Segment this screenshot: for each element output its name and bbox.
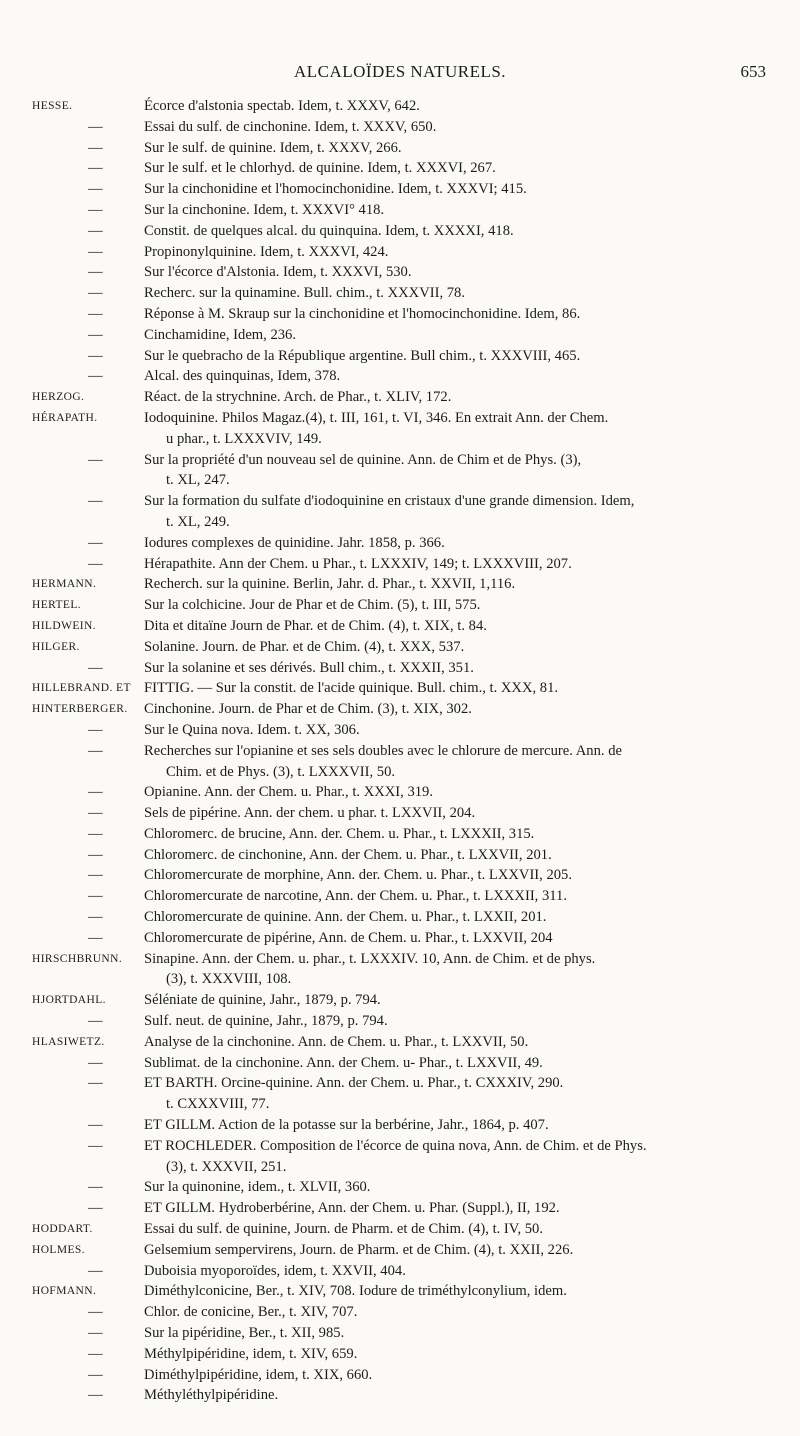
entry-text: [144, 96, 766, 117]
entry-reference: Sulf. neut. de quinine, Jahr., 1879, p. 794.: [144, 1013, 388, 1030]
entry-reference: Duboisia myoporoïdes, idem, t. XXVII, 404.: [144, 1262, 406, 1279]
entry-reference: ET BARTH. Orcine-quinine. Ann. der Chem. u. Phar., t. CXXXIV, 290.: [144, 1075, 564, 1092]
entry-text: [144, 1032, 766, 1053]
entry-text: [144, 554, 766, 575]
entry-author: —: [88, 1262, 103, 1279]
entry-author: —: [88, 929, 103, 946]
bibliography-entry: [0, 699, 800, 720]
bibliography-entry: [0, 1115, 800, 1136]
entry-continuation: (3), t. XXXVIII, 108.: [166, 971, 292, 988]
entry-author: —: [88, 555, 103, 572]
entry-author: —: [88, 243, 103, 260]
entry-text: [144, 637, 766, 658]
entry-author: —: [88, 1345, 103, 1362]
bibliography-entry: [0, 96, 800, 117]
entry-reference: Diméthylpipéridine, idem, t. XIX, 660.: [144, 1366, 373, 1383]
entry-author: —: [88, 347, 103, 364]
bibliography-entry: [0, 865, 800, 886]
entry-text: [144, 1198, 766, 1219]
entry-reference: Méthylpipéridine, idem, t. XIV, 659.: [144, 1345, 358, 1362]
entry-reference: Sels de pipérine. Ann. der chem. u phar. t. LXXVII, 204.: [144, 805, 476, 822]
entry-text: [144, 616, 766, 637]
entry-text: [144, 949, 766, 991]
bibliography-entry: [0, 1136, 800, 1178]
entry-author: HERZOG.: [32, 391, 85, 404]
bibliography-entry: [0, 1302, 800, 1323]
bibliography-entry: [0, 179, 800, 200]
entry-author: HLASIWETZ.: [32, 1035, 105, 1048]
entry-text: [144, 990, 766, 1011]
bibliography-entry: [0, 1032, 800, 1053]
entry-text: [144, 117, 766, 138]
entry-reference: Sur la cinchonine. Idem, t. XXXVI° 418.: [144, 201, 385, 218]
entry-reference: Sur la propriété d'un nouveau sel de quinine. Ann. de Chim et de Phys. (3),: [144, 451, 582, 468]
bibliography-entry: [0, 949, 800, 991]
entry-reference: Sur le sulf. de quinine. Idem, t. XXXV, 266.: [144, 139, 402, 156]
entry-author: —: [88, 846, 103, 863]
entry-author: HERTEL.: [32, 599, 82, 612]
entry-text: [144, 200, 766, 221]
entry-author: —: [88, 139, 103, 156]
entry-author: —: [88, 181, 103, 198]
entry-text: [144, 408, 766, 450]
entry-text: [144, 720, 766, 741]
bibliography-entry: [0, 782, 800, 803]
bibliography-entry: [0, 990, 800, 1011]
bibliography-entry: [0, 346, 800, 367]
bibliography-entry: [0, 1323, 800, 1344]
entry-text: [144, 158, 766, 179]
bibliography-entry: [0, 283, 800, 304]
entry-author: HÉRAPATH.: [32, 411, 98, 424]
running-header: [0, 62, 800, 88]
entry-reference: Recherch. sur la quinine. Berlin, Jahr. d. Phar., t. XXVII, 1,116.: [144, 576, 516, 593]
entry-reference: Recherches sur l'opianine et ses sels doubles avec le chlorure de mercure. Ann. de: [144, 742, 622, 759]
entry-text: [144, 886, 766, 907]
entry-author: HILLEBRAND. ET: [32, 682, 131, 695]
entry-author: —: [88, 888, 103, 905]
entry-author: —: [88, 742, 103, 759]
bibliography-entry: [0, 221, 800, 242]
entry-author: —: [88, 285, 103, 302]
entry-reference: Chloromercurate de narcotine, Ann. der Chem. u. Phar., t. LXXXII, 311.: [144, 888, 567, 905]
entry-text: [144, 865, 766, 886]
entry-reference: Sinapine. Ann. der Chem. u. phar., t. LXXXIV. 10, Ann. de Chim. et de phys.: [144, 950, 596, 967]
entry-author: —: [88, 1200, 103, 1217]
entry-reference: Réponse à M. Skraup sur la cinchonidine et l'homocinchonidine. Idem, 86.: [144, 305, 581, 322]
entry-reference: Séléniate de quinine, Jahr., 1879, p. 794.: [144, 992, 381, 1009]
entry-text: [144, 658, 766, 679]
page-title: ALCALOÏDES NATURELS.: [293, 62, 507, 81]
bibliography-entry: [0, 533, 800, 554]
entry-reference: Méthyléthylpipéridine.: [144, 1387, 279, 1404]
bibliography-entry: [0, 1177, 800, 1198]
entry-text: [144, 491, 766, 533]
bibliography-entry: [0, 741, 800, 783]
entry-author: HERMANN.: [32, 578, 97, 591]
bibliography-entry: [0, 450, 800, 492]
entry-reference: Analyse de la cinchonine. Ann. de Chem. u. Phar., t. LXXVII, 50.: [144, 1033, 529, 1050]
entry-reference: Recherc. sur la quinamine. Bull. chim., t. XXXVII, 78.: [144, 285, 465, 302]
entry-reference: Dita et ditaïne Journ de Phar. et de Chim. (4), t. XIX, t. 84.: [144, 617, 487, 634]
bibliography-entry: [0, 574, 800, 595]
entry-text: [144, 138, 766, 159]
entry-text: [144, 824, 766, 845]
bibliography-entry: [0, 824, 800, 845]
bibliography-entry: [0, 1219, 800, 1240]
entry-text: [144, 741, 766, 783]
entry-author: HOFMANN.: [32, 1285, 97, 1298]
entry-author: —: [88, 534, 103, 551]
entry-text: [144, 1177, 766, 1198]
entry-reference: Chloromercurate de pipérine, Ann. de Chem. u. Phar., t. LXXVII, 204: [144, 929, 553, 946]
entry-author: —: [88, 1325, 103, 1342]
bibliography-entry: [0, 595, 800, 616]
entry-continuation: t. XL, 249.: [166, 513, 230, 530]
entry-reference: Sur la colchicine. Jour de Phar et de Chim. (5), t. III, 575.: [144, 597, 481, 614]
entry-reference: Diméthylconicine, Ber., t. XIV, 708. Iodure de triméthylconylium, idem.: [144, 1283, 567, 1300]
bibliography-entry: [0, 262, 800, 283]
entry-author: —: [88, 368, 103, 385]
entry-reference: Hérapathite. Ann der Chem. u Phar., t. LXXXIV, 149; t. LXXXVIII, 207.: [144, 555, 572, 572]
entry-text: [144, 304, 766, 325]
bibliography-entry: [0, 1073, 800, 1115]
bibliography-entry: [0, 491, 800, 533]
entry-author: —: [88, 1304, 103, 1321]
entry-author: HIRSCHBRUNN.: [32, 952, 123, 965]
bibliography-entry: [0, 1198, 800, 1219]
bibliography-entry: [0, 1385, 800, 1406]
entry-text: [144, 1365, 766, 1386]
bibliography-entry: [0, 1053, 800, 1074]
entry-reference: Iodures complexes de quinidine. Jahr. 1858, p. 366.: [144, 534, 445, 551]
entry-text: [144, 678, 766, 699]
entry-reference: ET GILLM. Action de la potasse sur la berbérine, Jahr., 1864, p. 407.: [144, 1117, 549, 1134]
bibliography-entry: [0, 1240, 800, 1261]
entry-author: —: [88, 784, 103, 801]
entry-text: [144, 1323, 766, 1344]
bibliography-entry: [0, 1011, 800, 1032]
entry-reference: Cinchamidine, Idem, 236.: [144, 326, 296, 343]
entry-text: [144, 1011, 766, 1032]
entry-reference: Cinchonine. Journ. de Phar et de Chim. (3), t. XIX, 302.: [144, 701, 472, 718]
entry-author: HILDWEIN.: [32, 619, 96, 632]
entry-text: [144, 283, 766, 304]
entry-text: [144, 845, 766, 866]
entry-text: [144, 1240, 766, 1261]
entry-author: HINTERBERGER.: [32, 703, 128, 716]
entry-reference: Sur la pipéridine, Ber., t. XII, 985.: [144, 1325, 345, 1342]
bibliography-list: [0, 96, 800, 1406]
entry-text: [144, 1261, 766, 1282]
bibliography-entry: [0, 138, 800, 159]
entry-reference: Chloromerc. de brucine, Ann. der. Chem. u. Phar., t. LXXXII, 315.: [144, 825, 535, 842]
entry-author: —: [88, 909, 103, 926]
entry-reference: Sur le sulf. et le chlorhyd. de quinine. Idem, t. XXXVI, 267.: [144, 160, 496, 177]
bibliography-entry: [0, 387, 800, 408]
entry-continuation: t. CXXXVIII, 77.: [166, 1096, 270, 1113]
entry-text: [144, 1344, 766, 1365]
entry-text: [144, 1385, 766, 1406]
entry-author: HJORTDAHL.: [32, 994, 106, 1007]
bibliography-entry: [0, 1281, 800, 1302]
bibliography-entry: [0, 1344, 800, 1365]
bibliography-entry: [0, 242, 800, 263]
entry-text: [144, 1053, 766, 1074]
bibliography-entry: [0, 928, 800, 949]
entry-author: —: [88, 326, 103, 343]
entry-reference: Alcal. des quinquinas, Idem, 378.: [144, 368, 341, 385]
entry-author: —: [88, 118, 103, 135]
bibliography-entry: [0, 907, 800, 928]
entry-text: [144, 179, 766, 200]
entry-text: [144, 1219, 766, 1240]
entry-text: [144, 1115, 766, 1136]
bibliography-entry: [0, 304, 800, 325]
entry-reference: Chlor. de conicine, Ber., t. XIV, 707.: [144, 1304, 358, 1321]
entry-reference: Sur la formation du sulfate d'iodoquinine en cristaux d'une grande dimension. Idem,: [144, 493, 635, 510]
entry-reference: ET ROCHLEDER. Composition de l'écorce de quina nova, Ann. de Chim. et de Phys.: [144, 1137, 647, 1154]
entry-continuation: u phar., t. LXXXVIV, 149.: [166, 430, 322, 447]
bibliography-entry: [0, 554, 800, 575]
entry-reference: Constit. de quelques alcal. du quinquina. Idem, t. XXXXI, 418.: [144, 222, 514, 239]
entry-text: [144, 574, 766, 595]
entry-text: [144, 595, 766, 616]
bibliography-entry: [0, 616, 800, 637]
bibliography-entry: [0, 1261, 800, 1282]
entry-author: —: [88, 721, 103, 738]
entry-reference: Sublimat. de la cinchonine. Ann. der Chem. u- Phar., t. LXXVII, 49.: [144, 1054, 543, 1071]
entry-text: [144, 387, 766, 408]
entry-text: [144, 699, 766, 720]
entry-reference: Iodoquinine. Philos Magaz.(4), t. III, 161, t. VI, 346. En extrait Ann. der Chem.: [144, 409, 609, 426]
entry-reference: Sur la quinonine, idem., t. XLVII, 360.: [144, 1179, 371, 1196]
entry-author: —: [88, 201, 103, 218]
bibliography-entry: [0, 366, 800, 387]
entry-reference: Chloromerc. de cinchonine, Ann. der Chem. u. Phar., t. LXXVII, 201.: [144, 846, 552, 863]
entry-text: [144, 782, 766, 803]
entry-author: —: [88, 805, 103, 822]
entry-reference: ET GILLM. Hydroberbérine, Ann. der Chem. u. Phar. (Suppl.), II, 192.: [144, 1200, 560, 1217]
entry-author: —: [88, 1117, 103, 1134]
entry-author: —: [88, 1075, 103, 1092]
entry-author: —: [88, 1013, 103, 1030]
bibliography-entry: [0, 678, 800, 699]
entry-continuation: (3), t. XXXVII, 251.: [166, 1158, 287, 1175]
entry-author: —: [88, 451, 103, 468]
entry-text: [144, 366, 766, 387]
entry-reference: Sur la cinchonidine et l'homocinchonidine. Idem, t. XXXVI; 415.: [144, 181, 527, 198]
entry-reference: Essai du sulf. de quinine, Journ. de Pharm. et de Chim. (4), t. IV, 50.: [144, 1221, 543, 1238]
entry-reference: Sur la solanine et ses dérivés. Bull chim., t. XXXII, 351.: [144, 659, 474, 676]
entry-text: [144, 1073, 766, 1115]
entry-author: —: [88, 493, 103, 510]
entry-author: —: [88, 867, 103, 884]
entry-text: [144, 803, 766, 824]
entry-text: [144, 346, 766, 367]
entry-author: —: [88, 222, 103, 239]
entry-author: —: [88, 1387, 103, 1404]
entry-reference: Chloromercurate de quinine. Ann. der Chem. u. Phar., t. LXXII, 201.: [144, 909, 547, 926]
bibliography-entry: [0, 1365, 800, 1386]
entry-reference: Essai du sulf. de cinchonine. Idem, t. XXXV, 650.: [144, 118, 437, 135]
bibliography-entry: [0, 325, 800, 346]
entry-reference: FITTIG. — Sur la constit. de l'acide quinique. Bull. chim., t. XXX, 81.: [144, 680, 559, 697]
bibliography-entry: [0, 845, 800, 866]
bibliography-entry: [0, 117, 800, 138]
entry-text: [144, 533, 766, 554]
entry-reference: Opianine. Ann. der Chem. u. Phar., t. XXXI, 319.: [144, 784, 434, 801]
bibliography-entry: [0, 637, 800, 658]
entry-text: [144, 325, 766, 346]
entry-author: HILGER.: [32, 640, 80, 653]
entry-continuation: t. XL, 247.: [166, 472, 230, 489]
entry-text: [144, 928, 766, 949]
entry-author: —: [88, 659, 103, 676]
entry-reference: Solanine. Journ. de Phar. et de Chim. (4), t. XXX, 537.: [144, 638, 465, 655]
entry-text: [144, 242, 766, 263]
entry-author: —: [88, 305, 103, 322]
bibliography-entry: [0, 720, 800, 741]
bibliography-entry: [0, 803, 800, 824]
entry-author: —: [88, 1137, 103, 1154]
entry-reference: Sur le quebracho de la République argentine. Bull chim., t. XXXVIII, 465.: [144, 347, 581, 364]
entry-reference: Chloromercurate de morphine, Ann. der. Chem. u. Phar., t. LXXVII, 205.: [144, 867, 572, 884]
entry-reference: Sur le Quina nova. Idem. t. XX, 306.: [144, 721, 360, 738]
page-number: 653: [740, 62, 766, 81]
entry-author: HODDART.: [32, 1223, 93, 1236]
entry-text: [144, 907, 766, 928]
entry-text: [144, 1302, 766, 1323]
entry-text: [144, 262, 766, 283]
bibliography-entry: [0, 886, 800, 907]
entry-author: —: [88, 1054, 103, 1071]
entry-reference: Réact. de la strychnine. Arch. de Phar., t. XLIV, 172.: [144, 389, 452, 406]
entry-continuation: Chim. et de Phys. (3), t. LXXXVII, 50.: [166, 763, 396, 780]
entry-author: —: [88, 160, 103, 177]
bibliography-entry: [0, 200, 800, 221]
bibliography-entry: [0, 158, 800, 179]
entry-text: [144, 1281, 766, 1302]
bibliography-entry: [0, 408, 800, 450]
entry-author: —: [88, 1179, 103, 1196]
entry-author: HESSE.: [32, 100, 73, 112]
entry-text: [144, 221, 766, 242]
entry-reference: Gelsemium sempervirens, Journ. de Pharm. et de Chim. (4), t. XXII, 226.: [144, 1241, 574, 1258]
entry-author: —: [88, 825, 103, 842]
entry-reference: Écorce d'alstonia spectab. Idem, t. XXXV, 642.: [144, 98, 420, 114]
entry-author: HOLMES.: [32, 1243, 85, 1256]
entry-author: —: [88, 1366, 103, 1383]
entry-author: —: [88, 264, 103, 281]
bibliography-entry: [0, 658, 800, 679]
entry-reference: Propinonylquinine. Idem, t. XXXVI, 424.: [144, 243, 389, 260]
entry-text: [144, 1136, 766, 1178]
entry-reference: Sur l'écorce d'Alstonia. Idem, t. XXXVI, 530.: [144, 264, 412, 281]
entry-text: [144, 450, 766, 492]
